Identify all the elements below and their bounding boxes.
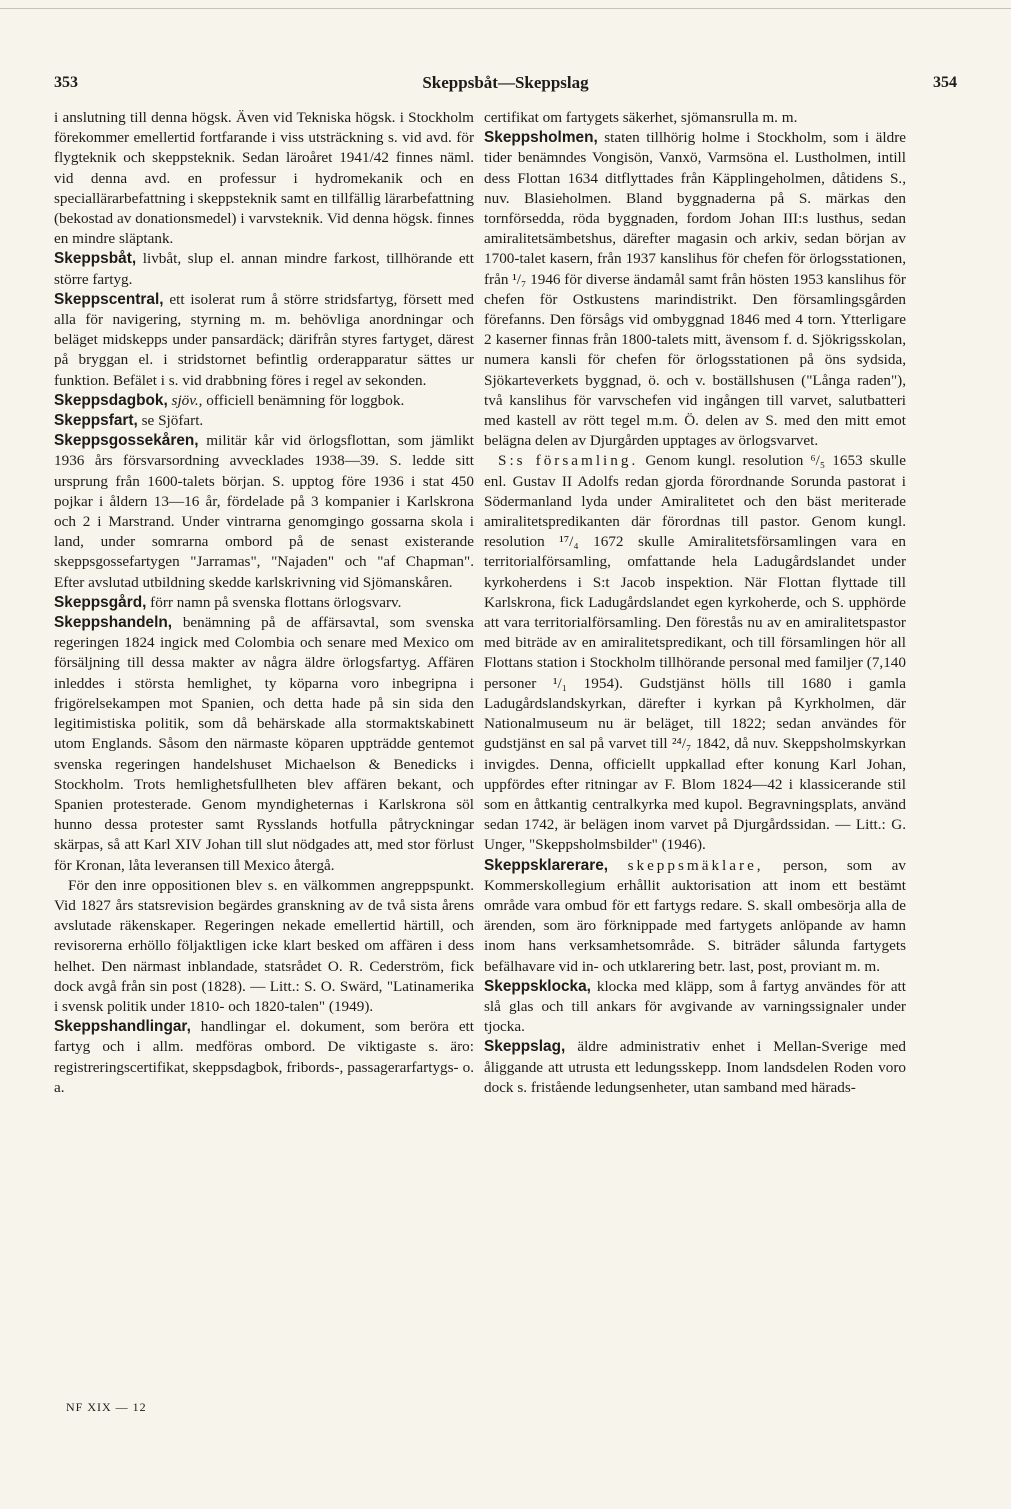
article-text: certifikat om fartygets säkerhet, sjömansrulla m. m. [484, 109, 798, 126]
article-paragraph [484, 1037, 906, 1098]
article-paragraph [54, 593, 474, 613]
signature-mark: NF XIX — 12 [66, 1400, 147, 1414]
article-paragraph [484, 451, 906, 855]
article-text: livbåt, slup el. annan mindre farkost, tillhörande ett större fartyg. [54, 250, 474, 288]
article-text: se Sjöfart. [137, 412, 204, 430]
headword: Skeppsklarerare, [484, 856, 609, 874]
headword: Skeppshandlingar, [54, 1018, 191, 1036]
article-paragraph [54, 249, 474, 289]
article-paragraph [54, 876, 474, 1017]
page-header [54, 70, 957, 98]
article-text: äldre administrativ enhet i Mellan-Sverige med åliggande att utrusta ett ledungsskepp. Inom landsdelen Roden voro dock s. fristående ledungsenheter, utan samband med härads- [484, 1038, 906, 1096]
headword: Skeppsholmen, [484, 129, 598, 147]
continued-text [484, 108, 906, 128]
scan-edge-line [0, 8, 1011, 9]
article-paragraph [54, 290, 474, 391]
article-text: förr namn på svenska flottans örlogsvarv. [146, 593, 402, 611]
article-paragraph [54, 613, 474, 876]
article-text: handlingar el. dokument, som beröra ett fartyg och i allm. medföras ombord. De viktigaste s. äro: registreringscertifikat, skeppsdagbok, fribords-, passagerarfartygs- o. a. [54, 1018, 474, 1096]
continued-text [54, 108, 474, 249]
page-number-right: 354 [933, 74, 957, 91]
article-text: i anslutning till denna högsk. Även vid Tekniska högsk. i Stockholm förekommer emellertid fortfarande i viss utsträckning s. vid avd. för flygteknik och skeppsteknik. Sedan läroåret 1941/42 finnes näml. vid denna avd. en professur i hydromekanik och en speciallärarbefattning i skeppsteknik samt en tillfällig lärarbefattning (bekostad av donationsmedel) i varvsteknik. Vid denna högsk. finnes en mindre släptank. [54, 109, 474, 248]
spaced-term: skeppsmäklare, [627, 856, 764, 874]
headword: Skeppsbåt, [54, 250, 137, 268]
article-paragraph [484, 128, 906, 451]
headword: Skeppsgård, [54, 593, 147, 611]
article-text: officiell benämning för loggbok. [202, 391, 405, 409]
headword: Skeppsklocka, [484, 977, 591, 995]
headword: Skeppshandeln, [54, 614, 173, 632]
article-paragraph [54, 1017, 474, 1098]
headword: Skeppslag, [484, 1038, 566, 1056]
article-text: staten tillhörig holme i Stockholm, som i äldre tider benämndes Vongisön, Vanxö, Varmsöna el. Lustholmen, intill dess Flottan 1634 ditflyttades från Käpplingeholmen, dåtidens S., nuv. Blasieholmen. Bland byggnaderna på S. märkas den tornförsedda, röda byggnaden, fordom Johan III:s lusthus, sedan amiralitetsämbetshus, därefter magasin och arkiv, sedan början av 1700-talet kasern, från 1937 kanslihus för chefen för örlogsstationen, från ¹/₇ 1946 för diverse ändamål samt från hösten 1953 kanslihus för chefen för Ostkustens marindistrikt. Den församlingsgården förefanns. Den försågs vid ombyggnad 1846 med 4 torn. Ytterligare 2 kaserner finnas från 1800-talets mitt, ävensom f. d. Sjökrigsskolan, numera kansli för chefen för örlogsstationen på öns sydsida, Sjökarteverkets byggnad, ö. och v. boställshusen ("Långa raden"), två kanslihus för varvschefen vid ingången till varvet, salutbatteri med kastell av rött tegel m.m. Ö. delen av S. med den mitt emot belägna delen av Djurgården upptages av örlogsvarvet. [484, 129, 906, 450]
headword: Skeppscentral, [54, 290, 164, 308]
headword: Skeppsfart, [54, 412, 138, 430]
article-text: benämning på de affärsavtal, som svenska regeringen 1824 ingick med Colombia och senare med Mexico om försäljning till dessa makter av några äldre örlogsfartyg. Affären inleddes i största hemlighet, ty köparna voro inbegripna i frigörelsekampen mot Spanien, och detta hade på sin sida den legitimistiska politik, som då behärskade alla stormaktskabinett utom Englands. Såsom den närmaste köparen uppträdde gentemot svenska regeringen handelshuset Michaelson & Benedicks i Stockholm. Trots hemlighetsfullheten blev affären bekant, och Spanien protesterade. Genom myndigheternas i Karlskrona söl hunno dessa protester samt Rysslands hotfulla påtryckningar skärpas, så att Karl XIV Johan till slut nödgades att, med stor förlust för Kronan, låta leveransen till Mexico återgå. [54, 614, 474, 874]
spaced-term: S:s församling. [498, 452, 639, 470]
running-title: Skeppsbåt—Skeppslag [422, 73, 589, 92]
article-text: Genom kungl. resolution ⁶/₅ 1653 skulle enl. Gustav II Adolfs redan gjorda förordnande Sorunda pastorat i Södermanland lyda under Amiralitetet och den bäst meriterade amiralitetspredikanten där förordnas till pastor. Genom kungl. resolution ¹⁷/₄ 1672 skulle Amiralitetsförsamlingen vara en territorialförsamling, omfattande hela Ladugårdslandet under kyrkoherdens i S:t Jacob inspektion. När Flottan flyttade till Karlskrona, fick Ladugårdslandet egen kyrkoherde, och S. upphörde att vara territorialförsamling. Den förestås nu av en amiralitetspastor med biträde av en amiralitetspredikant, och till församlingen hör all Flottans station i Stockholm tillhörande personal med familjer (7,140 personer ¹/₁ 1954). Gudstjänst hölls till 1680 i gamla Ladugårdslandskyrkan, därefter i kyrkan på Kyrkholmen, där Nationalmuseum nu är beläget, till 1822; sedan användes för gudstjänst en sal på varvet till ²⁴/₇ 1842, då nuv. Skeppsholmskyrkan invigdes. Denna, officiellt uppkallad efter konung Karl Johan, uppfördes efter ritningar av F. Blom 1824—42 i klassicerande stil som en åttkantig centralkyrka med kupol. Begravningsplats, använd sedan 1742, är belägen inom varvet på Djurgårdssidan. — Litt.: G. Unger, "Skeppsholmsbilder" (1946). [484, 452, 906, 854]
article-text: klocka med kläpp, som å fartyg användes för att slå glas och till ankars för avgivande av varningssignaler under tjocka. [484, 977, 906, 1036]
right-column [484, 108, 906, 1098]
page-number-left: 353 [54, 74, 78, 91]
article-text: militär kår vid örlogsflottan, som jämlikt 1936 års försvarsordning avvecklades 1938—39. S. ledde sitt ursprung från 1600-talets början. S. upptog före 1936 i stat 450 pojkar i åldern 13—16 år, fördelade på 3 kompanier i Karlskrona och 2 i Marstrand. Under vintrarna genomgingo gossarna skola i land, under somrarna ombord på de senast existerande skeppsgossefartygen "Jarramas", "Najaden" och "af Chapman". Efter avslutad utbildning skedde karlskrivning vid Sjömanskåren. [54, 432, 474, 591]
article-text: person, som av Kommerskollegium erhållit auktorisation att inom ett bestämt område vara ombud för ett fartygs redare. S. skall ombesörja alla de ärenden, som äro förknippade med fartygets anlöpande av hamn inom hans verksamhetsområde. S. biträder sålunda fartygets befälhavare vid in- och utklarering betr. last, post, proviant m. m. [484, 856, 906, 975]
article-paragraph [484, 977, 906, 1038]
article-paragraph [54, 391, 474, 411]
left-column [54, 108, 474, 1098]
article-paragraph [54, 431, 474, 593]
article-text: ett isolerat rum å större stridsfartyg, försett med alla för navigering, styrning m. m. behövliga anordningar och beläget midskepps under pansardäck; därifrån styres fartyget, därest på bryggan el. i stridstornet befintlig orderapparatur sättes ur funktion. Befälet i s. vid drabbning föres i regel av sekonden. [54, 290, 474, 389]
headword: Skeppsgossekåren, [54, 432, 199, 450]
headword: Skeppsdagbok, [54, 391, 168, 409]
article-paragraph [54, 411, 474, 431]
article-text: För den inre oppositionen blev s. en välkommen angreppspunkt. Vid 1827 års statsrevision begärdes granskning av de två sista årens avslutade räkenskaper. Regeringen nekade emellertid härtill, och revisorerna erhöllo följaktligen icke klart besked om affären i dess helhet. Den närmast inblandade, statsrådet O. R. Cederström, fick dock avgå från sin post (1828). — Litt.: S. O. Swärd, "Latinamerika i svensk politik under 1810- och 1820-talen" (1949). [54, 876, 474, 1015]
field-abbreviation: sjöv., [171, 391, 203, 409]
article-paragraph [484, 856, 906, 977]
